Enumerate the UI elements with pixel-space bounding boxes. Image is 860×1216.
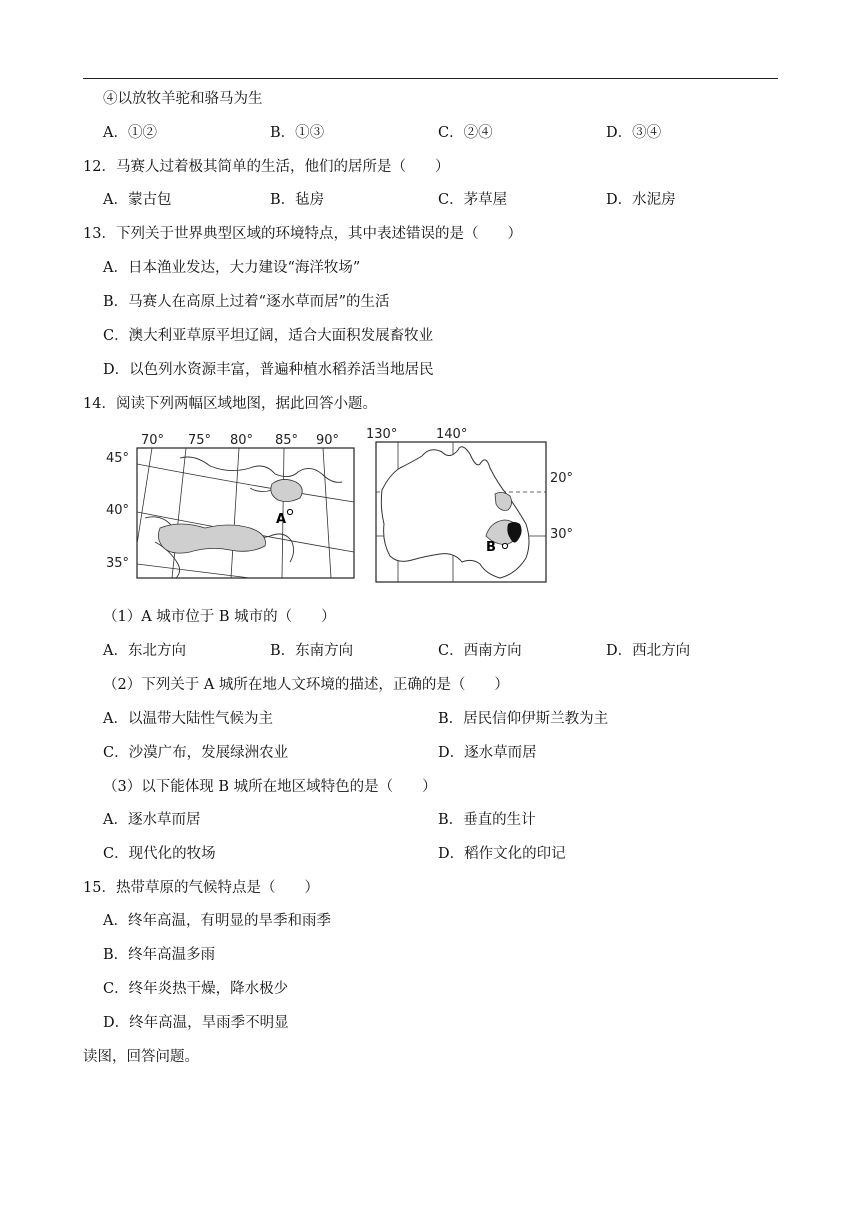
q11-option-b: B．①③	[270, 125, 325, 141]
q15-option-c: C．终年炎热干燥，降水极少	[103, 981, 289, 997]
map2-city-label: B	[486, 540, 496, 555]
q13-option-b: B．马赛人在高原上过着“逐水草而居”的生活	[103, 294, 390, 310]
q14-sub1-option-a: A．东北方向	[103, 643, 186, 659]
q11-option-d: D．③④	[606, 125, 662, 141]
q14-sub2-option-a: A．以温带大陆性气候为主	[103, 711, 273, 727]
q14-sub3-stem: （3）以下能体现 B 城所在地区域特色的是（ ）	[103, 779, 437, 795]
q14-sub3-option-a: A．逐水草而居	[103, 812, 201, 828]
q11-option-a: A．①②	[103, 125, 157, 141]
map1-lat-35: 35°	[106, 556, 130, 571]
q13-stem: 13．下列关于世界典型区域的环境特点，其中表述错误的是（ ）	[83, 226, 522, 242]
q14-sub2-option-b: B．居民信仰伊斯兰教为主	[438, 711, 609, 727]
header-rule	[83, 78, 778, 79]
q14-stem: 14．阅读下列两幅区域地图，据此回答小题。	[83, 396, 377, 412]
q14-sub2-option-c: C．沙漠广布，发展绿洲农业	[103, 745, 289, 761]
q15-option-d: D．终年高温，旱雨季不明显	[103, 1015, 289, 1031]
map1-lon-70: 70°	[141, 433, 165, 448]
q14-sub2-option-d: D．逐水草而居	[438, 745, 537, 761]
map2-lon-130: 130°	[366, 427, 398, 442]
map1-lat-45: 45°	[106, 451, 130, 466]
q14-sub1-stem: （1）A 城市位于 B 城市的（ ）	[103, 609, 336, 625]
q12-option-b: B．毡房	[270, 192, 325, 208]
map1-lon-90: 90°	[316, 433, 340, 448]
q12-option-a: A．蒙古包	[103, 192, 172, 208]
q14-maps	[100, 424, 574, 584]
q14-sub1-option-b: B．东南方向	[270, 643, 354, 659]
q14-sub1-option-c: C．西南方向	[438, 643, 522, 659]
q11-item4: ④以放牧羊驼和骆马为生	[103, 91, 263, 107]
map1-lon-80: 80°	[230, 433, 254, 448]
map1-lat-40: 40°	[106, 503, 130, 518]
footer-instruction: 读图，回答问题。	[83, 1049, 199, 1065]
q14-sub3-option-d: D．稻作文化的印记	[438, 846, 566, 862]
map2-lat-20: 20°	[550, 471, 574, 486]
map1-lon-85: 85°	[275, 433, 299, 448]
q15-option-b: B．终年高温多雨	[103, 947, 216, 963]
q15-stem: 15．热带草原的气候特点是（ ）	[83, 880, 319, 896]
q12-option-c: C．茅草屋	[438, 192, 508, 208]
q13-option-d: D．以色列水资源丰富，普遍种植水稻养活当地居民	[103, 362, 434, 378]
q14-sub1-option-d: D．西北方向	[606, 643, 691, 659]
map2-lat-30: 30°	[550, 527, 574, 542]
q15-option-a: A．终年高温，有明显的旱季和雨季	[103, 913, 331, 929]
q13-option-a: A．日本渔业发达，大力建设“海洋牧场”	[103, 260, 361, 276]
map-australia	[366, 427, 573, 582]
q14-sub2-stem: （2）下列关于 A 城所在地人文环境的描述，正确的是（ ）	[103, 677, 509, 693]
map2-lon-140: 140°	[436, 427, 468, 442]
q12-stem: 12．马赛人过着极其简单的生活，他们的居所是（ ）	[83, 159, 450, 175]
map-central-asia	[106, 433, 354, 578]
q14-sub3-option-c: C．现代化的牧场	[103, 846, 216, 862]
q11-option-c: C．②④	[438, 125, 493, 141]
q13-option-c: C．澳大利亚草原平坦辽阔，适合大面积发展畜牧业	[103, 328, 434, 344]
map1-lon-75: 75°	[188, 433, 212, 448]
q14-sub3-option-b: B．垂直的生计	[438, 812, 536, 828]
q12-option-d: D．水泥房	[606, 192, 676, 208]
map1-city-label: A	[276, 512, 287, 527]
